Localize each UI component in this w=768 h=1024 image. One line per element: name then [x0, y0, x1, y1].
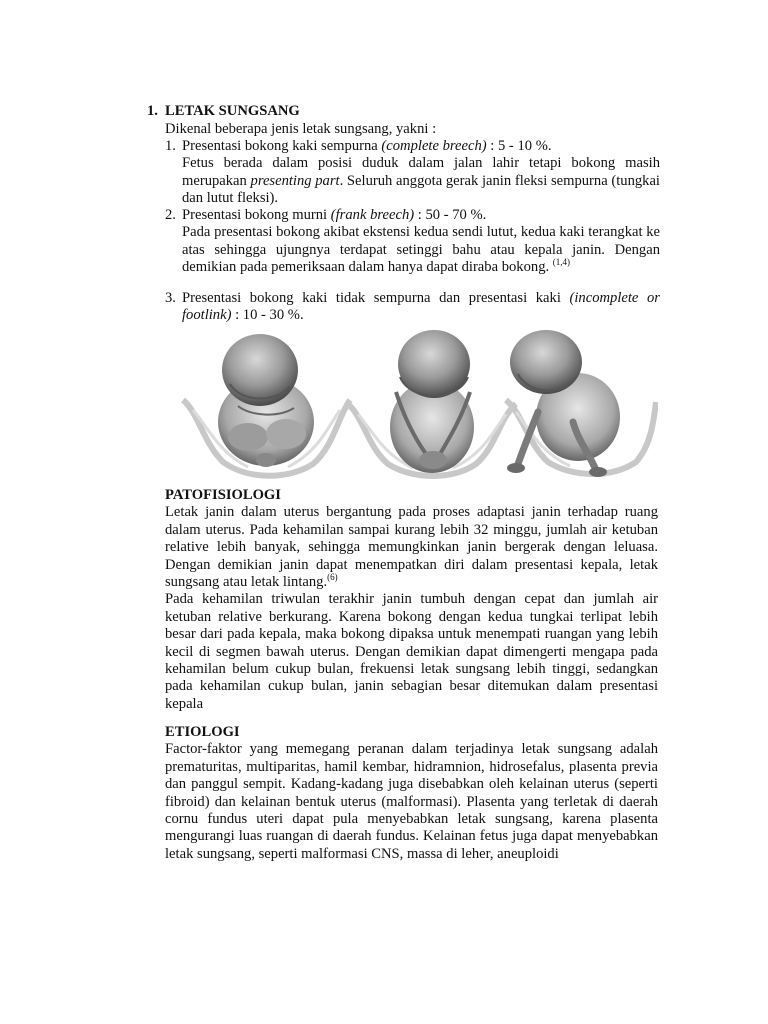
section-title: LETAK SUNGSANG: [165, 103, 300, 119]
reference-superscript: (1,4): [552, 257, 571, 268]
title-text: Presentasi bokong kaki tidak sempurna dan presentasi kaki: [182, 290, 570, 306]
complete-breech-illustration: [183, 334, 350, 476]
frank-breech-illustration: [348, 330, 516, 476]
title-suffix: : 50 - 70 %.: [414, 207, 487, 223]
desc-suffix: . Seluruh anggota gerak janin fleksi sempurna (tungkai dan lutut fleksi).: [182, 172, 660, 207]
section-intro: Dikenal beberapa jenis letak sungsang, yakni :: [165, 121, 437, 137]
footling-breech-illustration: [506, 330, 656, 477]
section-etiologi: [165, 724, 658, 863]
list-item-title: [182, 138, 660, 155]
section-number: 1.: [147, 103, 158, 119]
title-text: Presentasi bokong kaki sempurna: [182, 138, 382, 154]
title-italic: (complete breech): [381, 138, 487, 154]
section-patofisiologi: [165, 487, 658, 713]
title-italic: (frank breech): [330, 207, 415, 223]
section-title: ETIOLOGI: [165, 724, 240, 740]
list-item-description: [182, 224, 660, 276]
list-item-title: [182, 290, 660, 325]
list-item-title: [182, 207, 660, 224]
list-item-incomplete-breech: [165, 290, 660, 325]
title-suffix: : 10 - 30 %.: [231, 307, 304, 324]
list-item-number: 3.: [165, 290, 176, 306]
paragraph-text: Letak janin dalam uterus bergantung pada proses adaptasi janin terhadap ruang dalam uterus. Pada kehamilan sampai kurang lebih 32 minggu, jumlah air ketuban relative lebih banyak, sehingga memungkinkan janin bergerak dengan leluasa. Dengan demikian janin dapat menempatkan diri dalam presentasi kepala, letak sungsang atau letak lintang.: [165, 504, 658, 591]
paragraph: Factor-faktor yang memegang peranan dalam terjadinya letak sungsang adalah prematuritas, multiparitas, hamil kembar, hidramnion, hidrosefalus, plasenta previa dan panggul sempit. Kadang-kadang juga disebabkan oleh kelainan uterus (seperti fibroid) dan kelainan bentuk uterus (malformasi). Plasenta yang terletak di daerah cornu fundus uteri dapat pula menyebabkan letak sungsang, karena plasenta mengurangi luas ruangan di daerah fundus. Kelainan fetus juga dapat menyebabkan letak sungsang, seperti malformasi CNS, massa di leher, aneuploidi: [165, 741, 658, 862]
desc-italic: presenting part: [250, 172, 340, 189]
paragraph: Pada kehamilan triwulan terakhir janin tumbuh dengan cepat dan jumlah air ketuban relative berkurang. Karena bokong dengan kedua tungkai terlipat lebih besar dari pada kepala, maka bokong dipaksa untuk menempati ruangan yang lebih kecil di segmen bawah uterus. Dengan demikian dapat dimengerti mengapa pada kehamilan belum cukup bulan, frekuensi letak sungsang lebih tinggi, sedangkan pada kehamilan cukup bulan, janin sebagian besar ditemukan dalam presentasi kepala: [165, 591, 658, 712]
paragraph: [165, 504, 658, 591]
list-item-number: 2.: [165, 207, 176, 223]
list-item-complete-breech: [165, 138, 660, 208]
title-italic: (incomplete or footlink): [182, 290, 660, 324]
breech-types-figure: [178, 322, 658, 482]
section-heading-letak-sungsang: [147, 103, 300, 120]
list-item-frank-breech: [165, 207, 660, 277]
desc-text: Fetus berada dalam posisi duduk dalam jalan lahir tetapi bokong masih merupakan: [182, 155, 660, 189]
section-title: PATOFISIOLOGI: [165, 487, 281, 503]
title-suffix: : 5 - 10 %.: [486, 138, 552, 154]
title-text: Presentasi bokong murni: [182, 207, 331, 223]
list-item-number: 1.: [165, 138, 176, 154]
desc-text: Pada presentasi bokong akibat ekstensi kedua sendi lutut, kedua kaki terangkat ke atas sehingga ujungnya terdapat setinggi bahu atau kepala janin. Dengan demikian pada pemeriksaan dalam hanya dapat diraba bokong.: [182, 224, 660, 276]
list-item-description: [182, 155, 660, 207]
reference-superscript: (6): [327, 572, 338, 583]
